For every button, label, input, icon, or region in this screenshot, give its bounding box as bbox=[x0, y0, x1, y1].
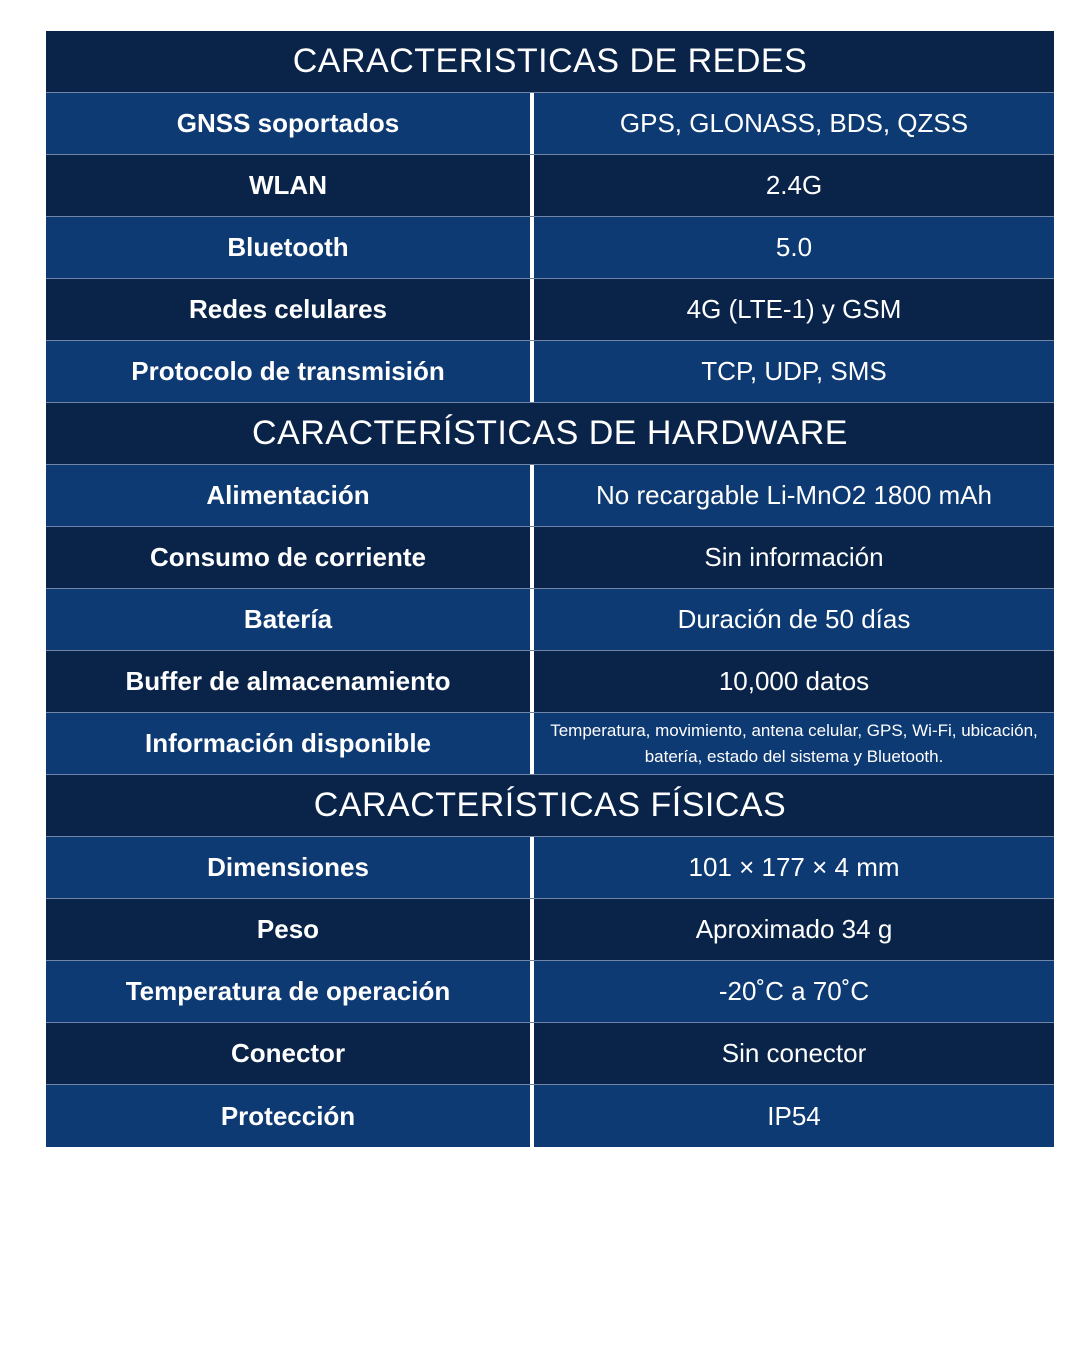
row-value: 5.0 bbox=[775, 232, 813, 262]
table-row bbox=[46, 341, 1054, 403]
row-label: Bluetooth bbox=[227, 232, 349, 262]
row-label: Dimensiones bbox=[207, 852, 369, 882]
table-row bbox=[46, 1023, 1054, 1085]
table-row bbox=[46, 155, 1054, 217]
row-value: 101 × 177 × 4 mm bbox=[688, 852, 900, 882]
table-row bbox=[46, 527, 1054, 589]
spec-table bbox=[46, 31, 1054, 1147]
table-row bbox=[46, 651, 1054, 713]
row-value: TCP, UDP, SMS bbox=[701, 356, 887, 386]
table-row bbox=[46, 713, 1054, 775]
row-label: GNSS soportados bbox=[176, 108, 400, 138]
section-header-redes: CARACTERISTICAS DE REDES bbox=[46, 31, 1054, 93]
row-label: Batería bbox=[243, 604, 333, 634]
table-row bbox=[46, 589, 1054, 651]
section-header-fisicas: CARACTERÍSTICAS FÍSICAS bbox=[46, 775, 1054, 837]
row-label: Redes celulares bbox=[188, 294, 387, 324]
row-value: No recargable Li-MnO2 1800 mAh bbox=[596, 480, 992, 510]
row-value: 4G (LTE-1) y GSM bbox=[686, 294, 902, 324]
row-label: Buffer de almacenamiento bbox=[125, 666, 451, 696]
row-value: 2.4G bbox=[765, 170, 823, 200]
row-label: Peso bbox=[256, 914, 320, 944]
table-row bbox=[46, 899, 1054, 961]
row-value: Duración de 50 días bbox=[677, 604, 911, 634]
row-value: IP54 bbox=[767, 1100, 821, 1131]
row-label: Protección bbox=[220, 1100, 356, 1131]
row-label: Consumo de corriente bbox=[150, 542, 426, 572]
row-label: Protocolo de transmisión bbox=[131, 356, 445, 386]
row-label: Temperatura de operación bbox=[125, 976, 451, 1006]
row-value: Sin conector bbox=[721, 1038, 867, 1068]
row-label: Información disponible bbox=[144, 728, 431, 758]
row-label: Conector bbox=[230, 1038, 346, 1068]
row-value: Aproximado 34 g bbox=[695, 914, 893, 944]
table-row bbox=[46, 279, 1054, 341]
table-row bbox=[46, 837, 1054, 899]
row-label: Alimentación bbox=[206, 480, 370, 510]
row-value: Sin información bbox=[704, 542, 884, 572]
row-value: Temperatura, movimiento, antena celular, GPS, Wi-Fi, ubicación, batería, estado del sistema y Bluetooth. bbox=[550, 720, 1038, 766]
table-row bbox=[46, 93, 1054, 155]
table-row bbox=[46, 961, 1054, 1023]
table-row bbox=[46, 465, 1054, 527]
row-value: GPS, GLONASS, BDS, QZSS bbox=[619, 108, 969, 138]
row-label: WLAN bbox=[249, 170, 327, 200]
section-header-hardware: CARACTERÍSTICAS DE HARDWARE bbox=[46, 403, 1054, 465]
row-value: -20˚C a 70˚C bbox=[718, 976, 870, 1006]
row-value: 10,000 datos bbox=[718, 666, 870, 696]
table-row bbox=[46, 217, 1054, 279]
table-row bbox=[46, 1085, 1054, 1147]
